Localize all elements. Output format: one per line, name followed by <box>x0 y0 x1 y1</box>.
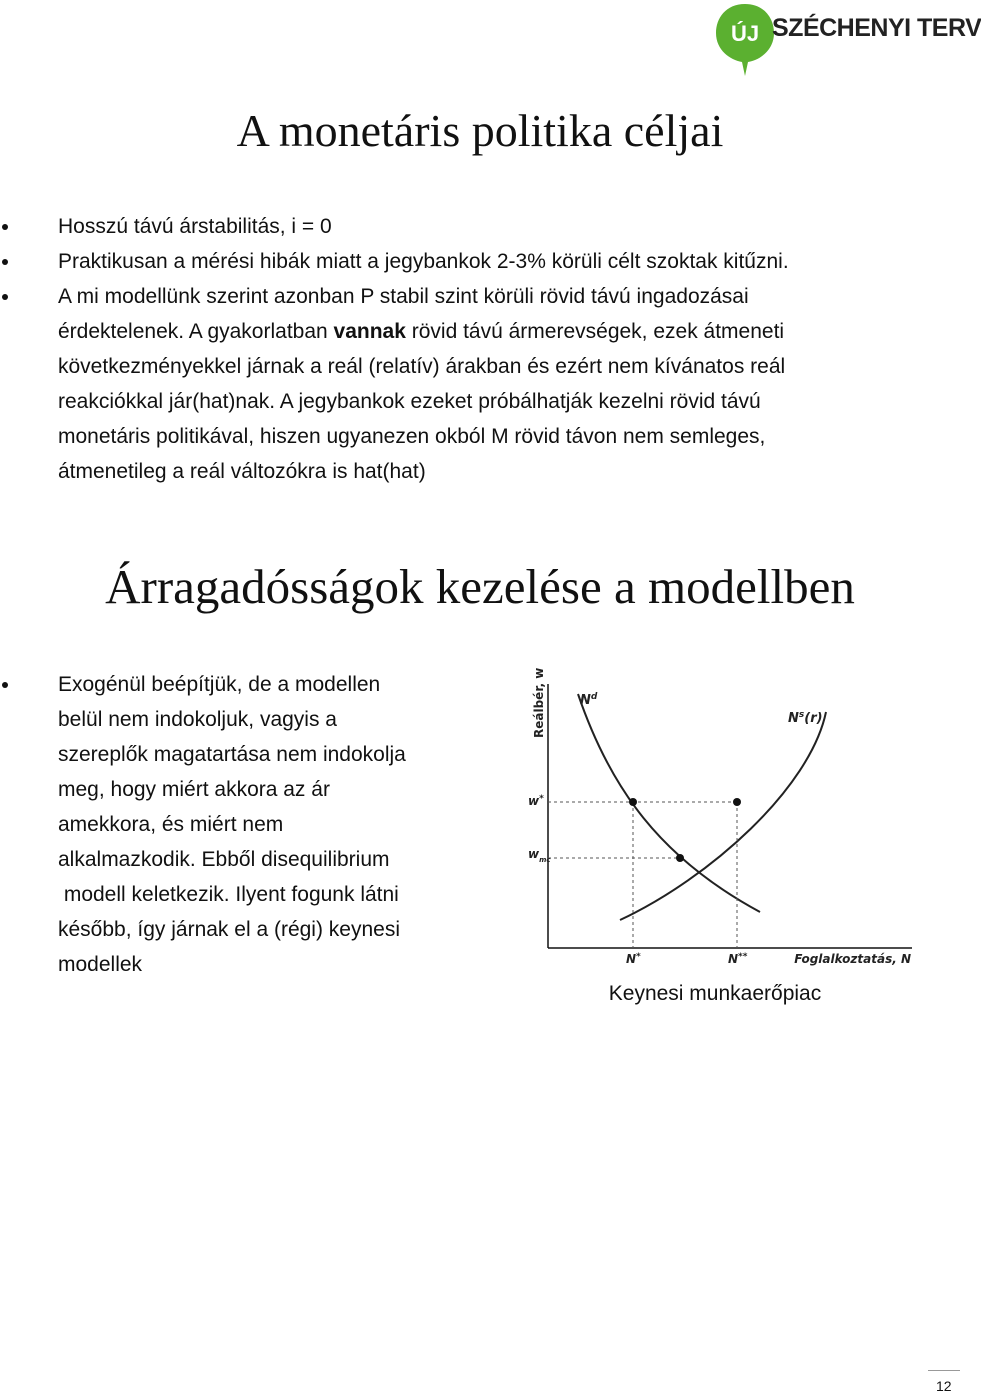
model-line-3: szereplők magatartása nem indokolja <box>58 743 406 766</box>
section-title: Árragadósságok kezelése a modellben <box>105 559 855 614</box>
model-line-9: modellek <box>58 953 143 976</box>
page-number-rule <box>928 1370 960 1371</box>
y-axis-label: Reálbér, w <box>532 667 546 738</box>
model-line-7: modell keletkezik. Ilyent fogunk látni <box>58 883 399 906</box>
model-line-2: belül nem indokoljuk, vagyis a <box>58 708 337 731</box>
x-axis-label: Foglalkoztatás, N <box>794 952 911 966</box>
keynesian-labor-market-chart <box>520 668 920 968</box>
point-supply-at-w-star <box>733 798 741 806</box>
chart-caption: Keynesi munkaerőpiac <box>608 982 822 1005</box>
page-number: 12 <box>936 1378 952 1394</box>
bullet-3-line-1: A mi modellünk szerint azonban P stabil szint körüli rövid távú ingadozásai <box>58 285 749 308</box>
point-demand-at-w-star <box>629 798 637 806</box>
model-line-8: később, így járnak el a (régi) keynesi <box>58 918 400 941</box>
emphasis-after: rövid távú ármerevségek, ezek átmeneti <box>405 320 785 343</box>
supply-curve-label: $N^s(r)$ <box>788 710 823 726</box>
y-tick-w-mc: $w_{mc}$ <box>528 847 551 864</box>
bullet-3-line-3: következményekkel járnak a reál (relatív) árakban és ezért nem kívánatos reál <box>58 355 786 378</box>
model-line-1: Exogénül beépítjük, de a modellen <box>58 673 381 696</box>
model-line-4: meg, hogy miért akkora az ár <box>58 778 330 801</box>
y-tick-w-star: w* <box>528 794 544 808</box>
labor-demand-curve <box>578 694 760 912</box>
bullet-2-line-1: Praktikusan a mérési hibák miatt a jegybankok 2-3% körüli célt szoktak kitűzni. <box>58 250 789 273</box>
model-line-5: amekkora, és miért nem <box>58 813 284 836</box>
emphasis-bold: vannak <box>333 320 406 343</box>
demand-curve-label: $N^d$ <box>580 692 598 708</box>
bullet-3-line-2 <box>58 314 784 349</box>
logo-prefix: ÚJ <box>730 21 760 46</box>
uj-badge-icon <box>712 0 778 80</box>
page-title: A monetáris politika céljai <box>236 105 724 156</box>
bullet-3-line-6: átmenetileg a reál változókra is hat(hat) <box>58 460 426 483</box>
bullet-1-line-1: Hosszú távú árstabilitás, i = 0 <box>58 215 332 238</box>
bullet-dot <box>2 682 8 688</box>
point-equilibrium <box>676 854 684 862</box>
szechenyi-terv-logo <box>712 0 981 80</box>
x-tick-n-star: N* <box>626 952 641 966</box>
bullet-3-line-5: monetáris politikával, hiszen ugyanezen okból M rövid távon nem semleges, <box>58 425 766 448</box>
logo-text: SZÉCHENYI TERV <box>772 14 981 42</box>
bullet-3-line-4: reakciókkal jár(hat)nak. A jegybankok ezeket próbálhatják kezelni rövid távú <box>58 390 761 413</box>
emphasis-before: érdektelenek. A gyakorlatban <box>58 320 334 343</box>
bullet-dot <box>2 294 8 300</box>
x-tick-n-starstar: N** <box>728 952 748 966</box>
model-line-6: alkalmazkodik. Ebből disequilibrium <box>58 848 390 871</box>
bullet-dot <box>2 259 8 265</box>
bullet-dot <box>2 224 8 230</box>
